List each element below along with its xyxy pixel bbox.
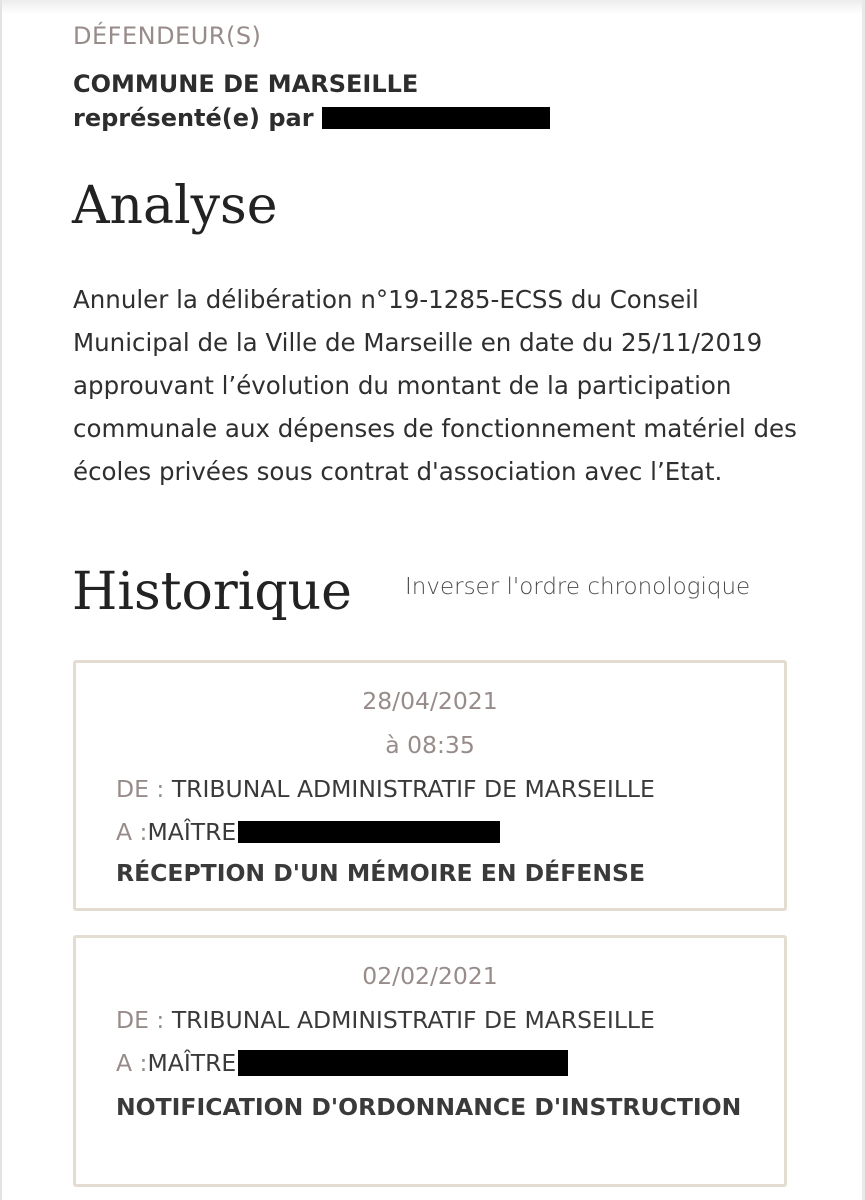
entry-event: RÉCEPTION D'UN MÉMOIRE EN DÉFENSE [116, 859, 645, 887]
history-entry-card [73, 935, 787, 1187]
history-heading: Historique [72, 562, 352, 622]
represented-by-line [73, 104, 550, 132]
entry-date: 02/02/2021 [362, 962, 498, 990]
from-value: TRIBUNAL ADMINISTRATIF DE MARSEILLE [171, 1006, 655, 1034]
defendant-section-label: DÉFENDEUR(S) [73, 22, 262, 50]
entry-from [116, 775, 655, 803]
redaction-bar [238, 821, 500, 843]
left-edge [0, 0, 2, 1200]
entry-to [116, 1049, 568, 1077]
defendant-name: COMMUNE DE MARSEILLE [73, 70, 419, 98]
invert-order-link[interactable]: Inverser l'ordre chronologique [405, 574, 751, 600]
redaction-bar [238, 1050, 568, 1076]
to-label: A : [116, 1049, 148, 1077]
history-entry-card [73, 660, 787, 911]
top-shadow [0, 0, 865, 14]
entry-time: à 08:35 [385, 731, 475, 759]
represented-by-label: représenté(e) par [73, 104, 314, 132]
from-value: TRIBUNAL ADMINISTRATIF DE MARSEILLE [171, 775, 655, 803]
entry-event: NOTIFICATION D'ORDONNANCE D'INSTRUCTION [116, 1093, 742, 1121]
entry-to [116, 818, 500, 846]
entry-date: 28/04/2021 [362, 687, 498, 715]
to-value: MAÎTRE [147, 818, 237, 846]
entry-from [116, 1006, 655, 1034]
redaction-bar [322, 107, 550, 129]
from-label: DE : [116, 775, 172, 803]
analysis-heading: Analyse [72, 176, 278, 236]
to-value: MAÎTRE [147, 1049, 237, 1077]
to-label: A : [116, 818, 148, 846]
analysis-text: Annuler la délibération n°19-1285-ECSS du Conseil Municipal de la Ville de Marseille en date du 25/11/2019 approuvant l’évolution du montant de la participation communale aux dépenses de fonctionnement matériel des écoles privées sous contrat d'association avec l’Etat. [73, 285, 797, 486]
from-label: DE : [116, 1006, 172, 1034]
